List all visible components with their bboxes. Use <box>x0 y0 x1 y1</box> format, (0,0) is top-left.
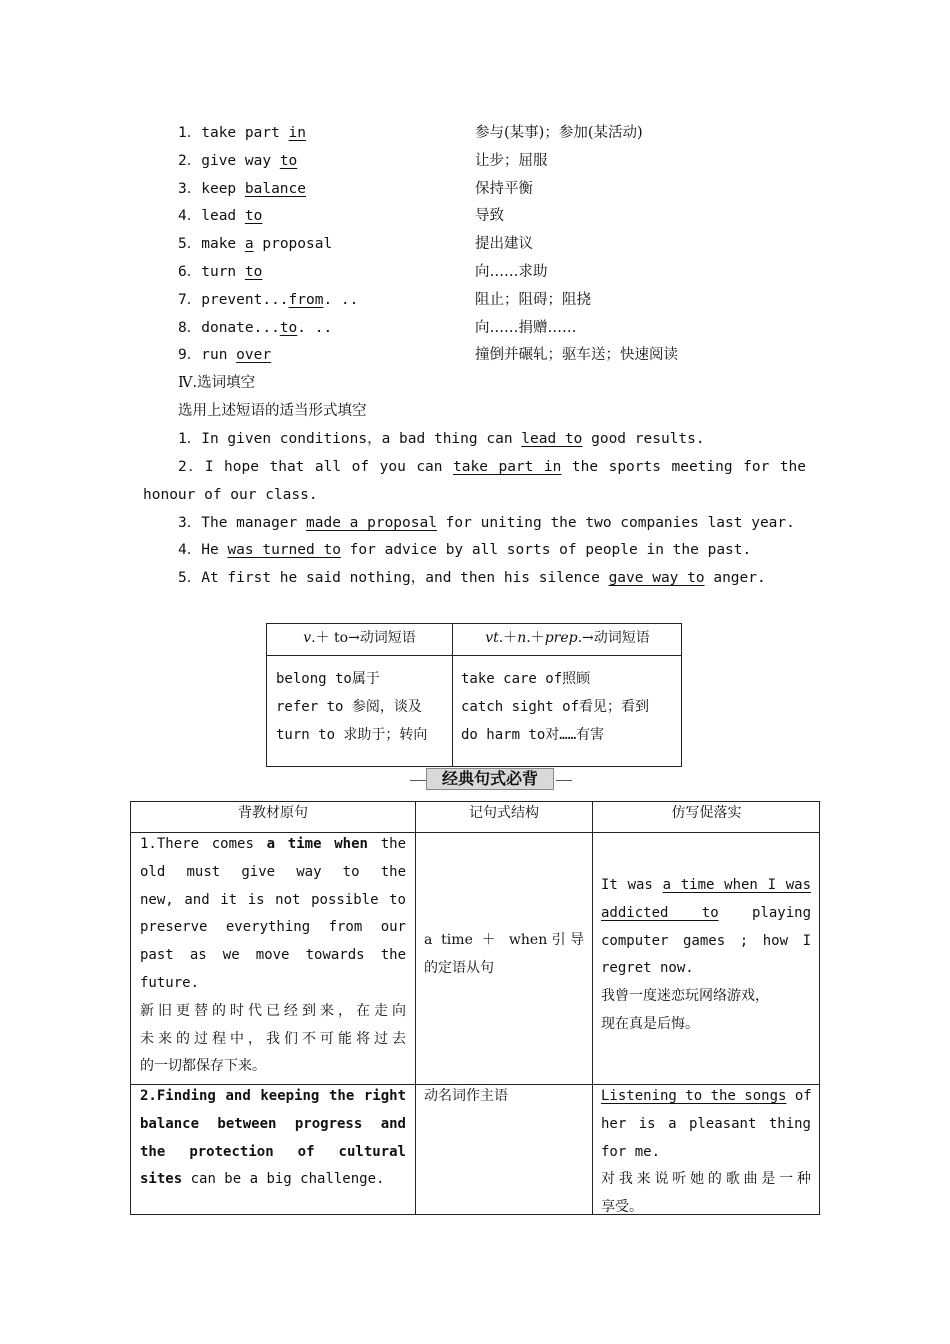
text-line: old must give way to the <box>140 863 406 880</box>
phrase-chinese: 让步；屈服 <box>475 152 548 169</box>
answer-blank: to <box>279 319 298 336</box>
answer-blank: over <box>236 347 272 364</box>
text-line: for me. <box>601 1143 661 1160</box>
row1-original <box>140 831 406 1081</box>
text-line: regret now. <box>601 960 694 977</box>
text-line: 2.Finding and keeping the right <box>140 1088 406 1104</box>
phrase-chinese: 导致 <box>475 208 504 225</box>
phrase-chinese: 保持平衡 <box>475 180 533 197</box>
text-line: 动名词作主语 <box>424 1088 508 1104</box>
phrase-english <box>178 316 332 340</box>
text-line: 的一切都保存下来。 <box>140 1058 266 1075</box>
phrase-chinese: 向……求助 <box>475 264 548 280</box>
table-header-vt-n-prep: vt.＋n.＋prep.→动词短语 <box>485 630 650 646</box>
item-number: 1． <box>178 431 202 447</box>
text-line: past as we move towards the <box>140 947 406 964</box>
phrase-text: turn <box>201 264 245 280</box>
text-line: Listening to the songs of <box>601 1088 812 1104</box>
sentence-table <box>130 801 820 1215</box>
text-line: It was a time when I was <box>601 877 811 893</box>
sentence-text: for advice by all sorts of people in the past. <box>340 542 752 558</box>
item-number: 2． <box>178 152 202 169</box>
phrase-text: run <box>201 347 237 364</box>
table-col-v-to <box>276 665 427 749</box>
sentence-text: The manager <box>201 515 306 531</box>
verb-phrase-table <box>266 623 682 767</box>
phrase-english <box>178 177 306 201</box>
item-number: 4． <box>178 542 202 558</box>
text-line: preserve everything from our <box>140 919 406 936</box>
item-number: 5． <box>178 570 202 586</box>
row1-structure <box>424 927 584 983</box>
sentence-text: At first he said nothing，and then his silence <box>201 570 609 586</box>
phrase-text: prevent... <box>201 291 289 308</box>
row2-structure <box>424 1083 584 1111</box>
phrase-chinese: 向……捐赠…… <box>475 319 577 336</box>
phrase-english <box>178 343 271 367</box>
phrase-english <box>178 121 306 145</box>
answer-blank: to <box>244 264 263 280</box>
section-banner <box>410 767 572 793</box>
text-line: 我曾一度迷恋玩网络游戏， <box>601 988 769 1005</box>
phrase-english <box>178 204 262 228</box>
answer-blank: gave way to <box>608 570 705 586</box>
phrase-text: take part <box>201 125 289 141</box>
fill-sentence <box>178 511 795 535</box>
answer-blank: to <box>279 152 298 169</box>
item-number: 8． <box>178 319 202 336</box>
answer-blank: made a proposal <box>306 515 437 531</box>
table-col-vt-n-prep <box>461 665 649 749</box>
answer-blank: lead to <box>521 431 583 447</box>
phrase-text: make <box>201 236 245 253</box>
phrase-text: lead <box>201 208 245 225</box>
fill-sentence <box>178 455 806 479</box>
section-heading: Ⅳ.选词填空 <box>178 375 256 391</box>
phrase-text: keep <box>201 180 245 197</box>
section-instruction: 选用上述短语的适当形式填空 <box>178 403 367 419</box>
table-cell: catch sight of看见；看到 <box>461 699 650 715</box>
phrase-text: . .. <box>297 319 333 336</box>
answer-blank: take part in <box>453 459 562 475</box>
text-line: a time ＋ when引导 <box>424 932 584 948</box>
item-number: 3． <box>178 180 202 197</box>
text-line: 享受。 <box>601 1199 643 1216</box>
phrase-english <box>178 260 262 284</box>
row2-imitation <box>601 1083 811 1222</box>
row1-imitation <box>601 872 811 1039</box>
table-cell: refer to 参阅，谈及 <box>276 699 422 715</box>
table-cell: take care of照顾 <box>461 671 591 687</box>
item-number: 1． <box>178 125 202 141</box>
text-line: future. <box>140 974 200 991</box>
fill-sentence <box>178 566 766 590</box>
table-cell: turn to 求助于；转向 <box>276 727 428 743</box>
answer-blank: from <box>288 291 324 308</box>
phrase-chinese: 提出建议 <box>475 236 533 253</box>
answer-blank: balance <box>244 180 306 197</box>
text-line: 新旧更替的时代已经到来，在走向 <box>140 1002 406 1019</box>
sentence-text: In given conditions，a bad thing can <box>201 431 522 447</box>
item-number: 9． <box>178 347 202 364</box>
phrase-english <box>178 149 297 173</box>
phrase-chinese: 撞倒并碾轧；驱车送；快速阅读 <box>475 347 678 364</box>
text-line: 未来的过程中，我们不可能将过去 <box>140 1030 406 1047</box>
text-line: 现在真是后悔。 <box>601 1015 699 1032</box>
text-line: addicted to playing <box>601 904 811 921</box>
phrase-text: proposal <box>253 236 333 253</box>
sentence-continuation: honour of our class. <box>143 487 318 503</box>
phrase-chinese: 参与(某事)；参加(某活动) <box>475 125 643 141</box>
sentence-text: anger. <box>704 570 766 586</box>
row2-original <box>140 1083 406 1194</box>
item-number: 2． <box>178 459 205 475</box>
phrase-english <box>178 288 358 312</box>
item-number: 7． <box>178 291 202 308</box>
answer-blank: a <box>244 236 254 253</box>
sentence-text: I hope that all of you can <box>204 459 454 475</box>
fill-sentence <box>178 427 705 451</box>
answer-blank: in <box>288 125 307 141</box>
item-number: 4． <box>178 208 202 225</box>
text-line: computer games ; how I <box>601 932 811 949</box>
phrase-text: donate... <box>201 319 280 336</box>
text-line: the protection of cultural <box>140 1143 406 1160</box>
text-line: 1.There comes a time when the <box>140 836 406 852</box>
text-line: 对我来说听她的歌曲是一种 <box>601 1171 811 1188</box>
table-cell: do harm to对……有害 <box>461 727 605 743</box>
sentence-text: the sports meeting for the <box>561 459 807 475</box>
table-cell: belong to属于 <box>276 671 380 687</box>
text-line: sites can be a big challenge. <box>140 1171 385 1188</box>
table-header-v-to: v.＋ to→动词短语 <box>303 630 416 646</box>
sentence-text: for uniting the two companies last year. <box>436 515 795 531</box>
banner-title: 经典句式必背 <box>426 768 554 790</box>
phrase-text: give way <box>201 152 280 169</box>
fill-sentence <box>178 538 751 562</box>
phrase-english <box>178 232 332 256</box>
answer-blank: was turned to <box>227 542 341 558</box>
text-line: 的定语从句 <box>424 959 494 976</box>
item-number: 5． <box>178 236 202 253</box>
phrase-chinese: 阻止；阻碍；阻挠 <box>475 291 591 308</box>
sentence-text: He <box>201 542 228 558</box>
item-number: 6． <box>178 264 202 280</box>
text-line: her is a pleasant thing <box>601 1115 811 1132</box>
text-line: balance between progress and <box>140 1115 406 1132</box>
header-original: 背教材原句 <box>238 805 308 821</box>
text-line: new, and it is not possible to <box>140 891 406 908</box>
phrase-text: . .. <box>323 291 359 308</box>
sentence-text: good results. <box>582 431 705 447</box>
item-number: 3． <box>178 515 202 531</box>
answer-blank: to <box>244 208 263 225</box>
header-structure: 记句式结构 <box>469 805 539 821</box>
header-imitation: 仿写促落实 <box>671 805 742 821</box>
